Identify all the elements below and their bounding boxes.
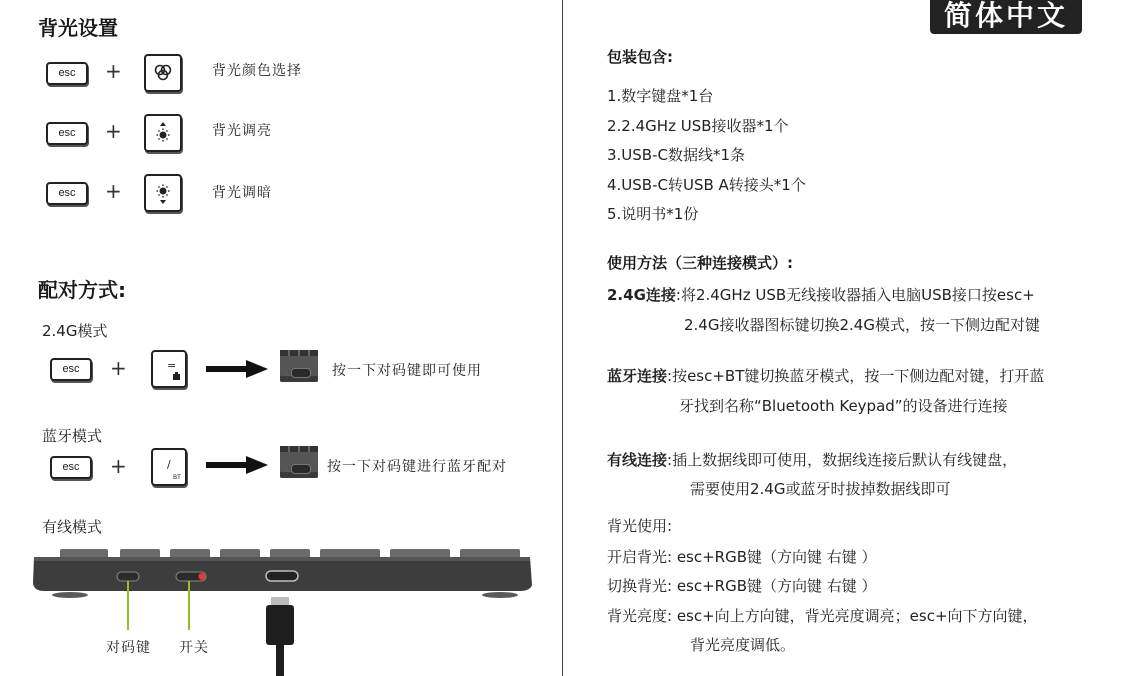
esc-key: esc (50, 358, 92, 381)
plus-sign: + (110, 356, 127, 380)
bt-key-sub: BT (173, 474, 181, 481)
conn-24g-line1: 2.4G连接:将2.4GHz USB无线接收器插入电脑USB接口按esc+ (607, 286, 1035, 304)
backlight-use-title: 背光使用: (607, 517, 673, 535)
brightness-up-key-icon (144, 114, 182, 152)
mode-bt-instruction: 按一下对码键进行蓝牙配对 (327, 459, 507, 475)
switch-callout: 开关 (179, 640, 209, 656)
mode-wired-title: 有线模式 (42, 518, 103, 536)
24g-key-symbol: = (167, 359, 177, 372)
pair-button-thumbnail (280, 350, 318, 382)
bt-key-icon (151, 448, 187, 486)
language-badge: 简体中文 (930, 0, 1082, 34)
column-divider (562, 0, 563, 676)
sun-up-icon (152, 120, 174, 146)
sun-down-icon (152, 180, 174, 206)
conn-24g-line2: 2.4G接收器图标键切换2.4G模式，按一下侧边配对键 (684, 316, 1040, 334)
conn-bt-line1: 蓝牙连接:按esc+BT键切换蓝牙模式，按一下侧边配对键，打开蓝 (607, 367, 1045, 385)
brightness-down-key-icon (144, 174, 182, 212)
mode-bt-title: 蓝牙模式 (42, 427, 103, 445)
esc-key: esc (46, 182, 88, 205)
conn-wired-line2: 需要使用2.4G或蓝牙时拔掉数据线即可 (690, 480, 951, 498)
package-title: 包装包含: (607, 48, 673, 66)
conn-wired-line1: 有线连接:插上数据线即可使用，数据线连接后默认有线键盘， (607, 451, 1018, 469)
arrow-right-icon (206, 456, 268, 474)
pair-key-callout: 对码键 (106, 640, 151, 656)
package-item: 1.数字键盘*1台 (607, 87, 714, 105)
plus-sign: + (105, 179, 122, 203)
pair-button-thumbnail (280, 446, 318, 478)
backlight-on-line: 开启背光: esc+RGB键（方向键 右键 ） (607, 548, 877, 566)
receiver-icon (172, 372, 181, 381)
rgb-key-icon (144, 54, 182, 92)
backlight-brightness-line2: 背光亮度调低。 (690, 636, 796, 654)
plus-sign: + (105, 119, 122, 143)
package-item: 3.USB-C数据线*1条 (607, 146, 746, 164)
bt-key-symbol: / (167, 458, 171, 471)
usage-title: 使用方法（三种连接模式）: (607, 254, 793, 272)
conn-wired-label: 有线连接 (607, 451, 668, 469)
backlight-switch-line: 切换背光: esc+RGB键（方向键 右键 ） (607, 577, 877, 595)
esc-key: esc (50, 456, 92, 479)
conn-bt-label: 蓝牙连接 (607, 367, 668, 385)
plus-sign: + (105, 59, 122, 83)
color-circles-icon (152, 62, 174, 84)
conn-bt-line2: 牙找到名称“Bluetooth Keypad”的设备进行连接 (679, 397, 1008, 415)
backlight-up-label: 背光调亮 (212, 123, 272, 139)
conn-24g-label: 2.4G连接 (607, 286, 676, 304)
backlight-brightness-line1: 背光亮度: esc+向上方向键，背光亮度调亮；esc+向下方向键， (607, 607, 1038, 625)
24g-receiver-key-icon (151, 350, 187, 388)
esc-key: esc (46, 62, 88, 85)
backlight-down-label: 背光调暗 (212, 185, 272, 201)
package-item: 2.2.4GHz USB接收器*1个 (607, 117, 789, 135)
backlight-settings-title: 背光设置 (38, 16, 118, 40)
arrow-right-icon (206, 360, 268, 378)
package-item: 4.USB-C转USB A转接头*1个 (607, 176, 806, 194)
plus-sign: + (110, 454, 127, 478)
package-item: 5.说明书*1份 (607, 205, 699, 223)
mode-24g-instruction: 按一下对码键即可使用 (332, 363, 482, 379)
esc-key: esc (46, 122, 88, 145)
mode-24g-title: 2.4G模式 (42, 322, 108, 340)
pairing-title: 配对方式: (38, 278, 126, 302)
backlight-color-label: 背光颜色选择 (212, 63, 302, 79)
